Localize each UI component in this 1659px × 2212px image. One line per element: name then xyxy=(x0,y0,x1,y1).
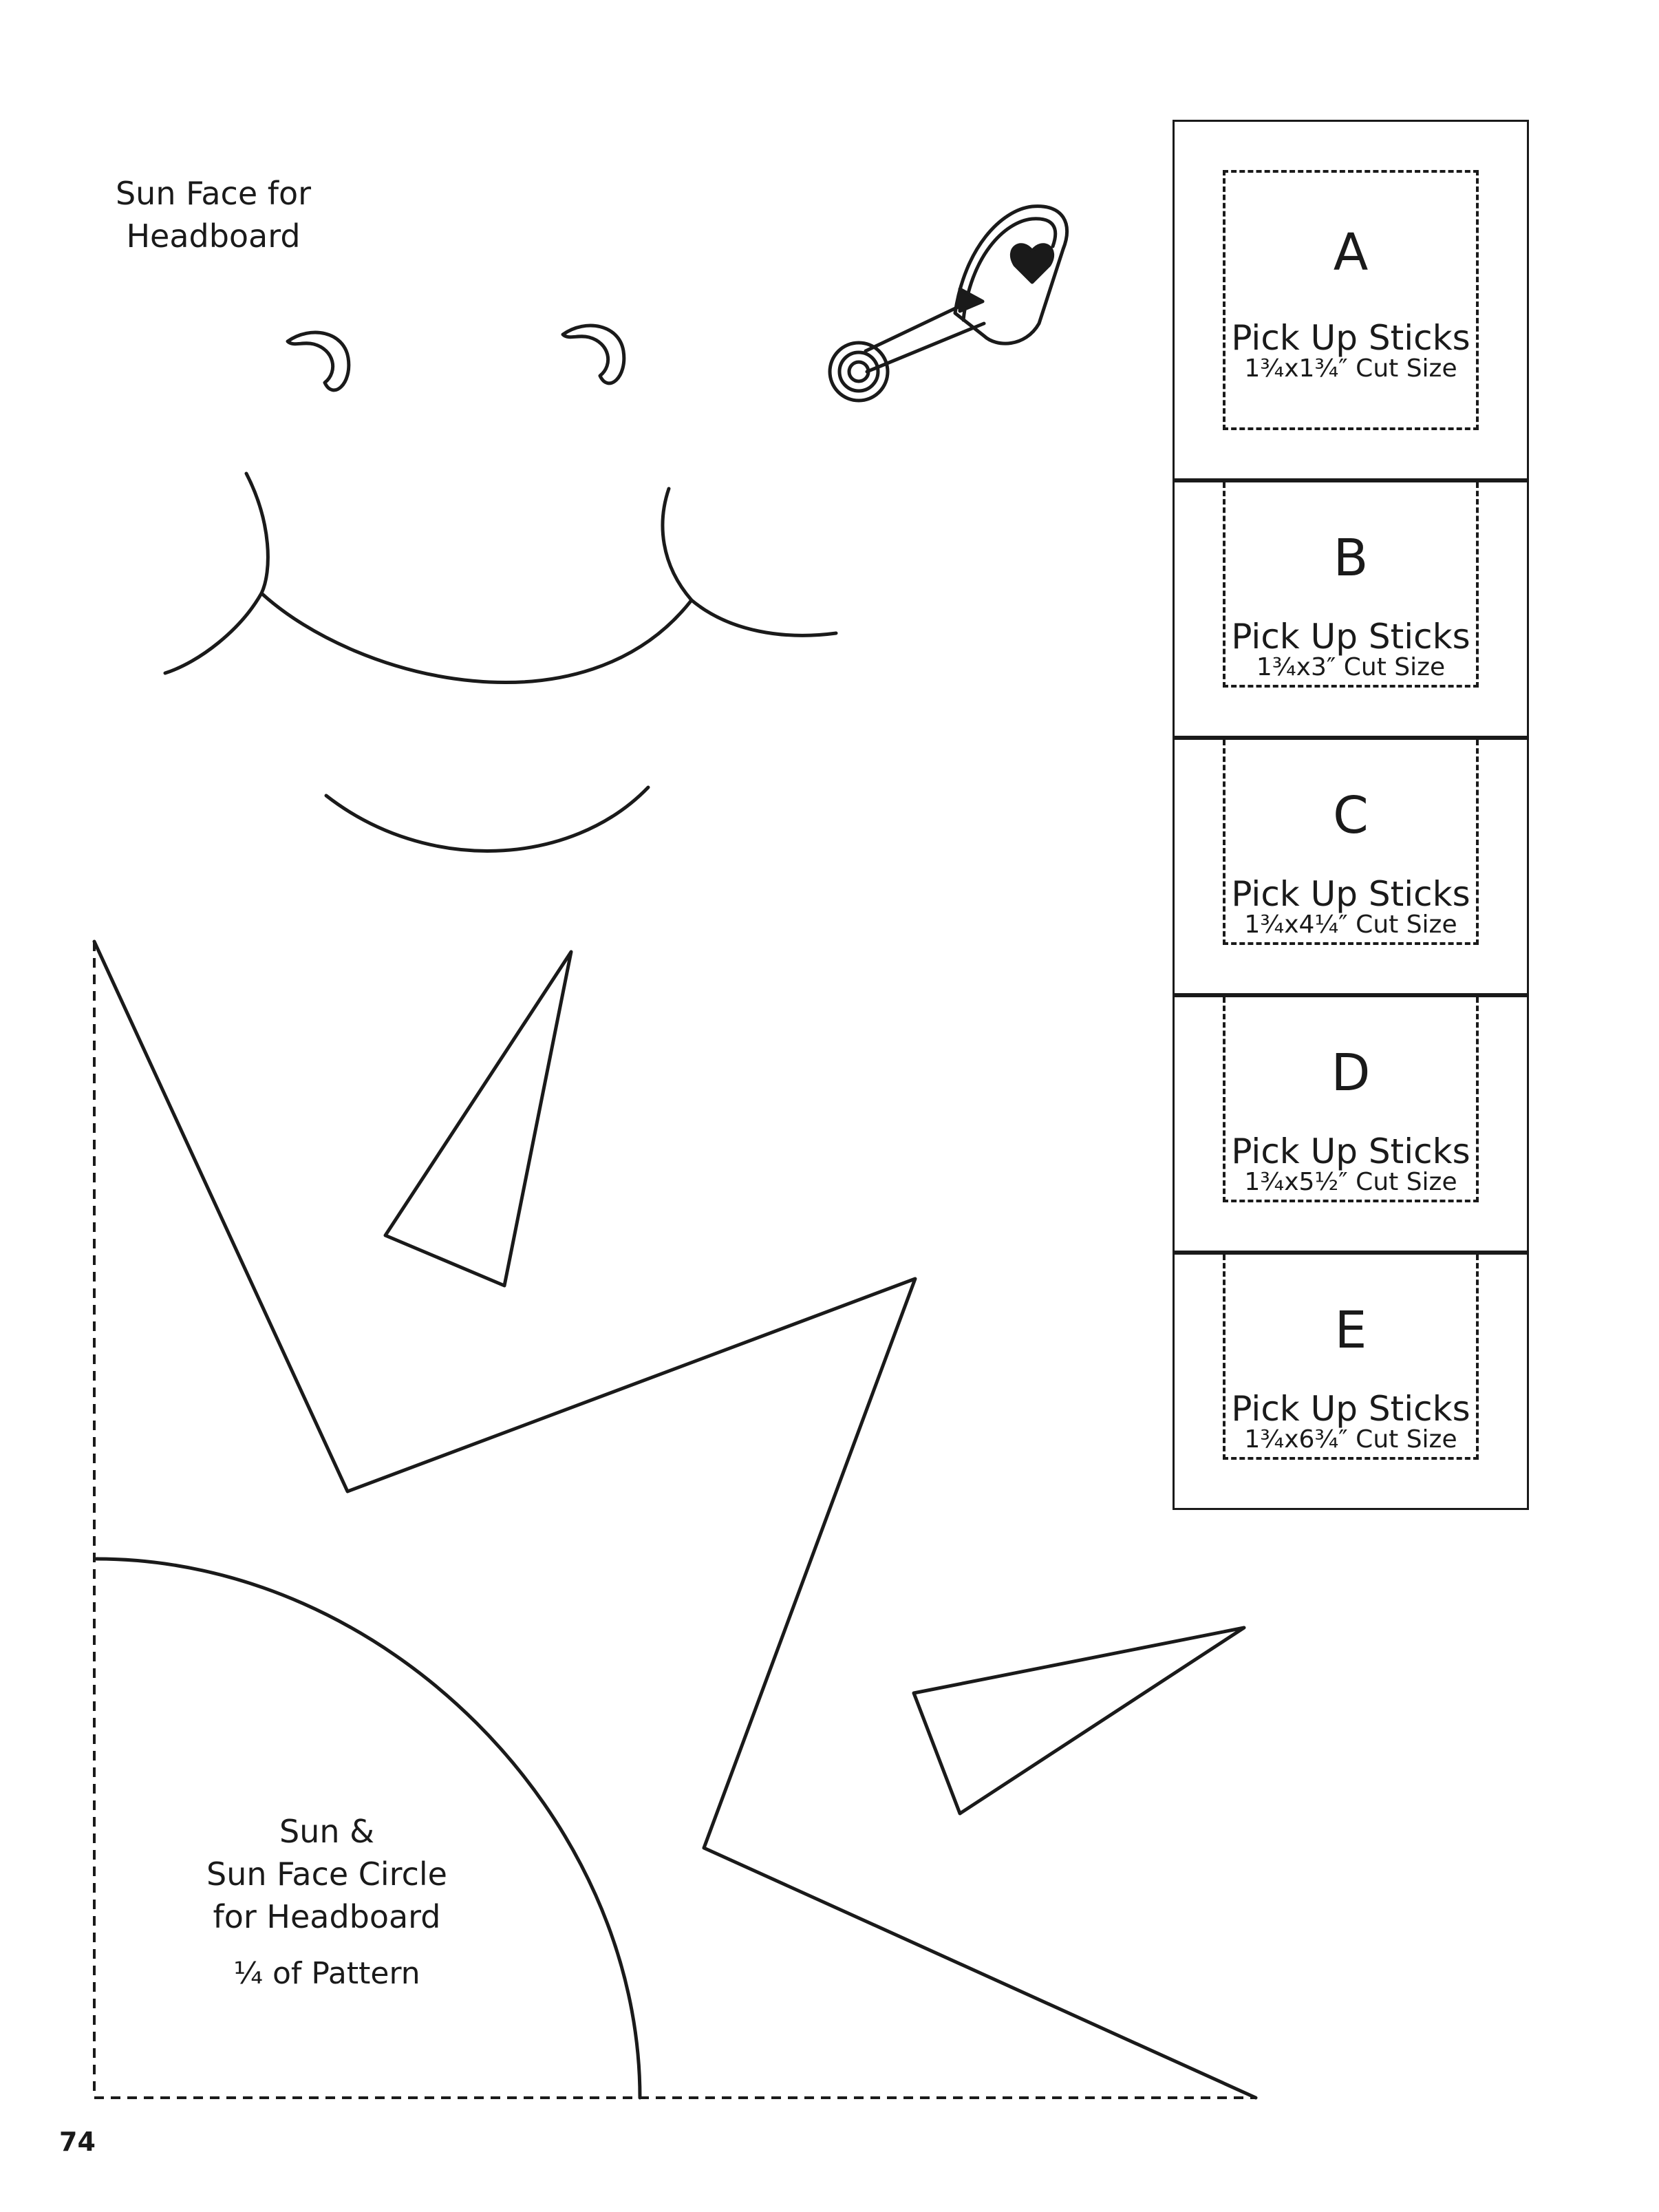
sun-face-title-line2: Headboard xyxy=(126,217,301,255)
sun-circle-label-line2: Sun Face Circle xyxy=(206,1855,447,1893)
right-eye-shape xyxy=(563,326,624,383)
box-title: Pick Up Sticks xyxy=(1231,318,1470,358)
box-cut-size: 1¾x6¾″ Cut Size xyxy=(1244,1425,1457,1454)
mouth-arc xyxy=(326,787,648,851)
box-cut-size: 1¾x3″ Cut Size xyxy=(1256,653,1446,681)
pick-up-sticks-box-c xyxy=(1173,738,1529,995)
box-letter: C xyxy=(1333,786,1369,845)
box-cut-size: 1¾x5½″ Cut Size xyxy=(1244,1168,1457,1196)
cheek-line xyxy=(261,593,692,683)
pick-up-sticks-box-b xyxy=(1173,480,1529,738)
page-number: 74 xyxy=(59,2127,96,2157)
dashed-cut-outline xyxy=(1223,170,1479,430)
small-triangle-upper xyxy=(385,952,571,1286)
box-letter: B xyxy=(1333,529,1369,588)
right-cheek-arc xyxy=(663,489,836,635)
box-letter: E xyxy=(1334,1301,1367,1360)
sun-circle-label xyxy=(165,1810,489,1938)
box-title: Pick Up Sticks xyxy=(1231,617,1470,657)
sun-face-title xyxy=(83,172,344,257)
left-eye-shape xyxy=(288,332,349,390)
box-title: Pick Up Sticks xyxy=(1231,1389,1470,1429)
box-title: Pick Up Sticks xyxy=(1231,874,1470,914)
sun-circle-fraction: ¼ of Pattern xyxy=(233,1956,420,1991)
pick-up-sticks-box-d xyxy=(1173,995,1529,1253)
box-cut-size: 1¾x4¼″ Cut Size xyxy=(1244,911,1457,939)
sun-circle-label-line3: for Headboard xyxy=(213,1898,441,1935)
sun-circle-label-line1: Sun & xyxy=(279,1813,374,1850)
box-letter: A xyxy=(1333,223,1369,282)
small-triangle-lower xyxy=(914,1628,1244,1814)
box-cut-size: 1¾x1¾″ Cut Size xyxy=(1244,354,1457,383)
safety-pin-heart-icon xyxy=(830,206,1067,401)
box-letter: D xyxy=(1331,1043,1371,1103)
pick-up-sticks-box-e xyxy=(1173,1253,1529,1510)
left-cheek-arc xyxy=(165,474,268,673)
sun-face-title-line1: Sun Face for xyxy=(115,175,312,212)
pick-up-sticks-box-a xyxy=(1173,120,1529,480)
box-title: Pick Up Sticks xyxy=(1231,1131,1470,1171)
